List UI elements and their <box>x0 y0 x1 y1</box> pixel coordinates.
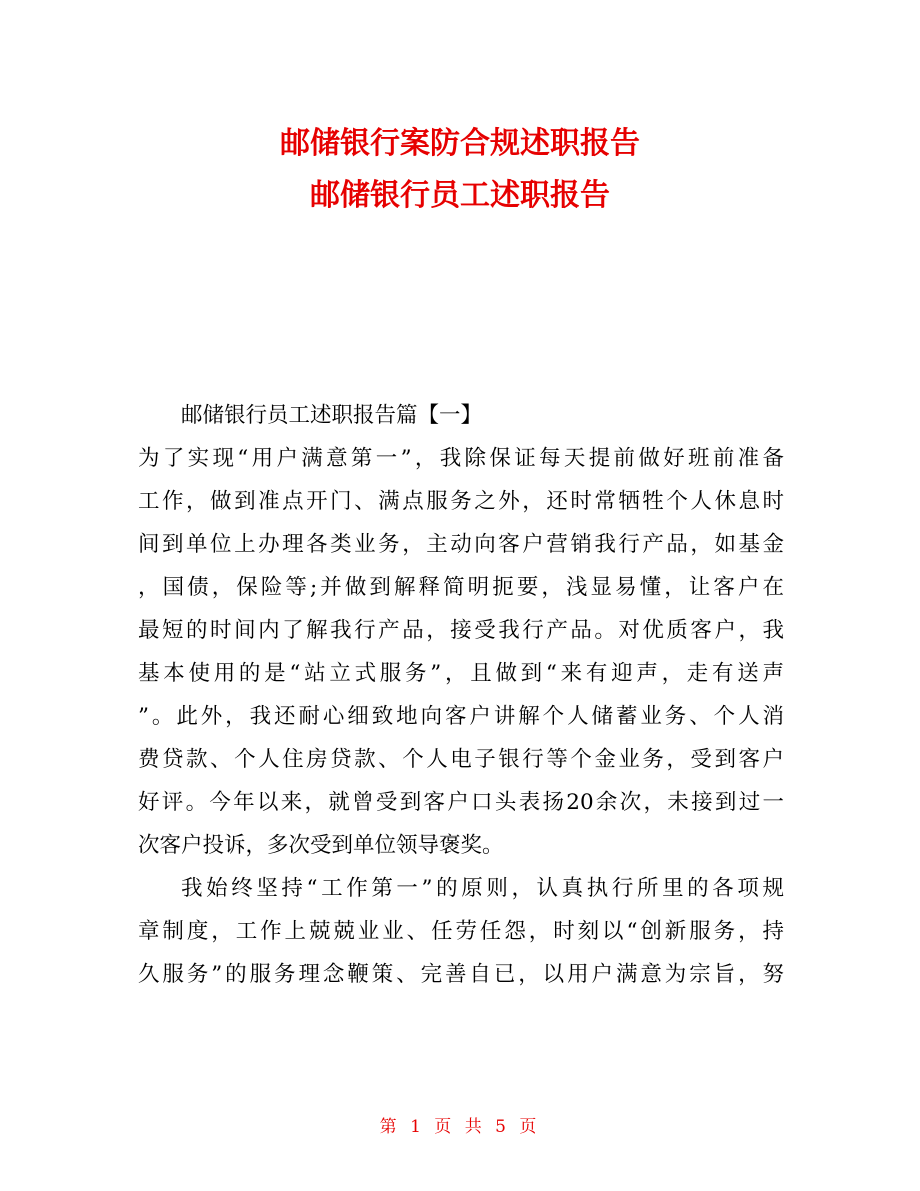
section-heading: 邮储银行员工述职报告篇【一】 <box>181 403 483 428</box>
text-line: 次客户投诉，多次受到单位领导褒奖。 <box>138 833 504 858</box>
sub-title: 邮储银行员工述职报告 <box>310 178 610 213</box>
page-footer: 第 1 页 共 5 页 <box>379 1117 541 1137</box>
text-line: 久服务”的服务理念鞭策、完善自已，以用户满意为宗旨，努 <box>138 962 784 987</box>
text-line: ，国债，保险等;并做到解释简明扼要，浅显易懂，让客户在 <box>138 575 784 600</box>
text-line: 基本使用的是“站立式服务”，且做到“来有迎声，走有送声 <box>138 661 784 686</box>
text-line: 好评。今年以来，就曾受到客户口头表扬20余次，未接到过一 <box>138 790 784 815</box>
body-text <box>138 394 784 996</box>
main-title: 邮储银行案防合规述职报告 <box>280 126 640 161</box>
text-line: 我始终坚持“工作第一”的原则，认真执行所里的各项规 <box>181 876 784 901</box>
text-line: 工作，做到准点开门、满点服务之外，还时常牺牲个人休息时 <box>138 489 784 514</box>
text-line: 为了实现“用户满意第一”，我除保证每天提前做好班前准备 <box>138 446 784 471</box>
text-line: 最短的时间内了解我行产品，接受我行产品。对优质客户，我 <box>138 618 784 643</box>
text-line: 费贷款、个人住房贷款、个人电子银行等个金业务，受到客户 <box>138 747 784 772</box>
paragraph-2 <box>138 867 784 996</box>
text-line: 章制度，工作上兢兢业业、任劳任怨，时刻以“创新服务，持 <box>138 919 784 944</box>
title-block <box>0 118 920 222</box>
text-line: ”。此外，我还耐心细致地向客户讲解个人储蓄业务、个人消 <box>138 704 784 729</box>
text-line: 间到单位上办理各类业务，主动向客户营销我行产品，如基金 <box>138 532 784 557</box>
paragraph-1 <box>138 437 784 867</box>
